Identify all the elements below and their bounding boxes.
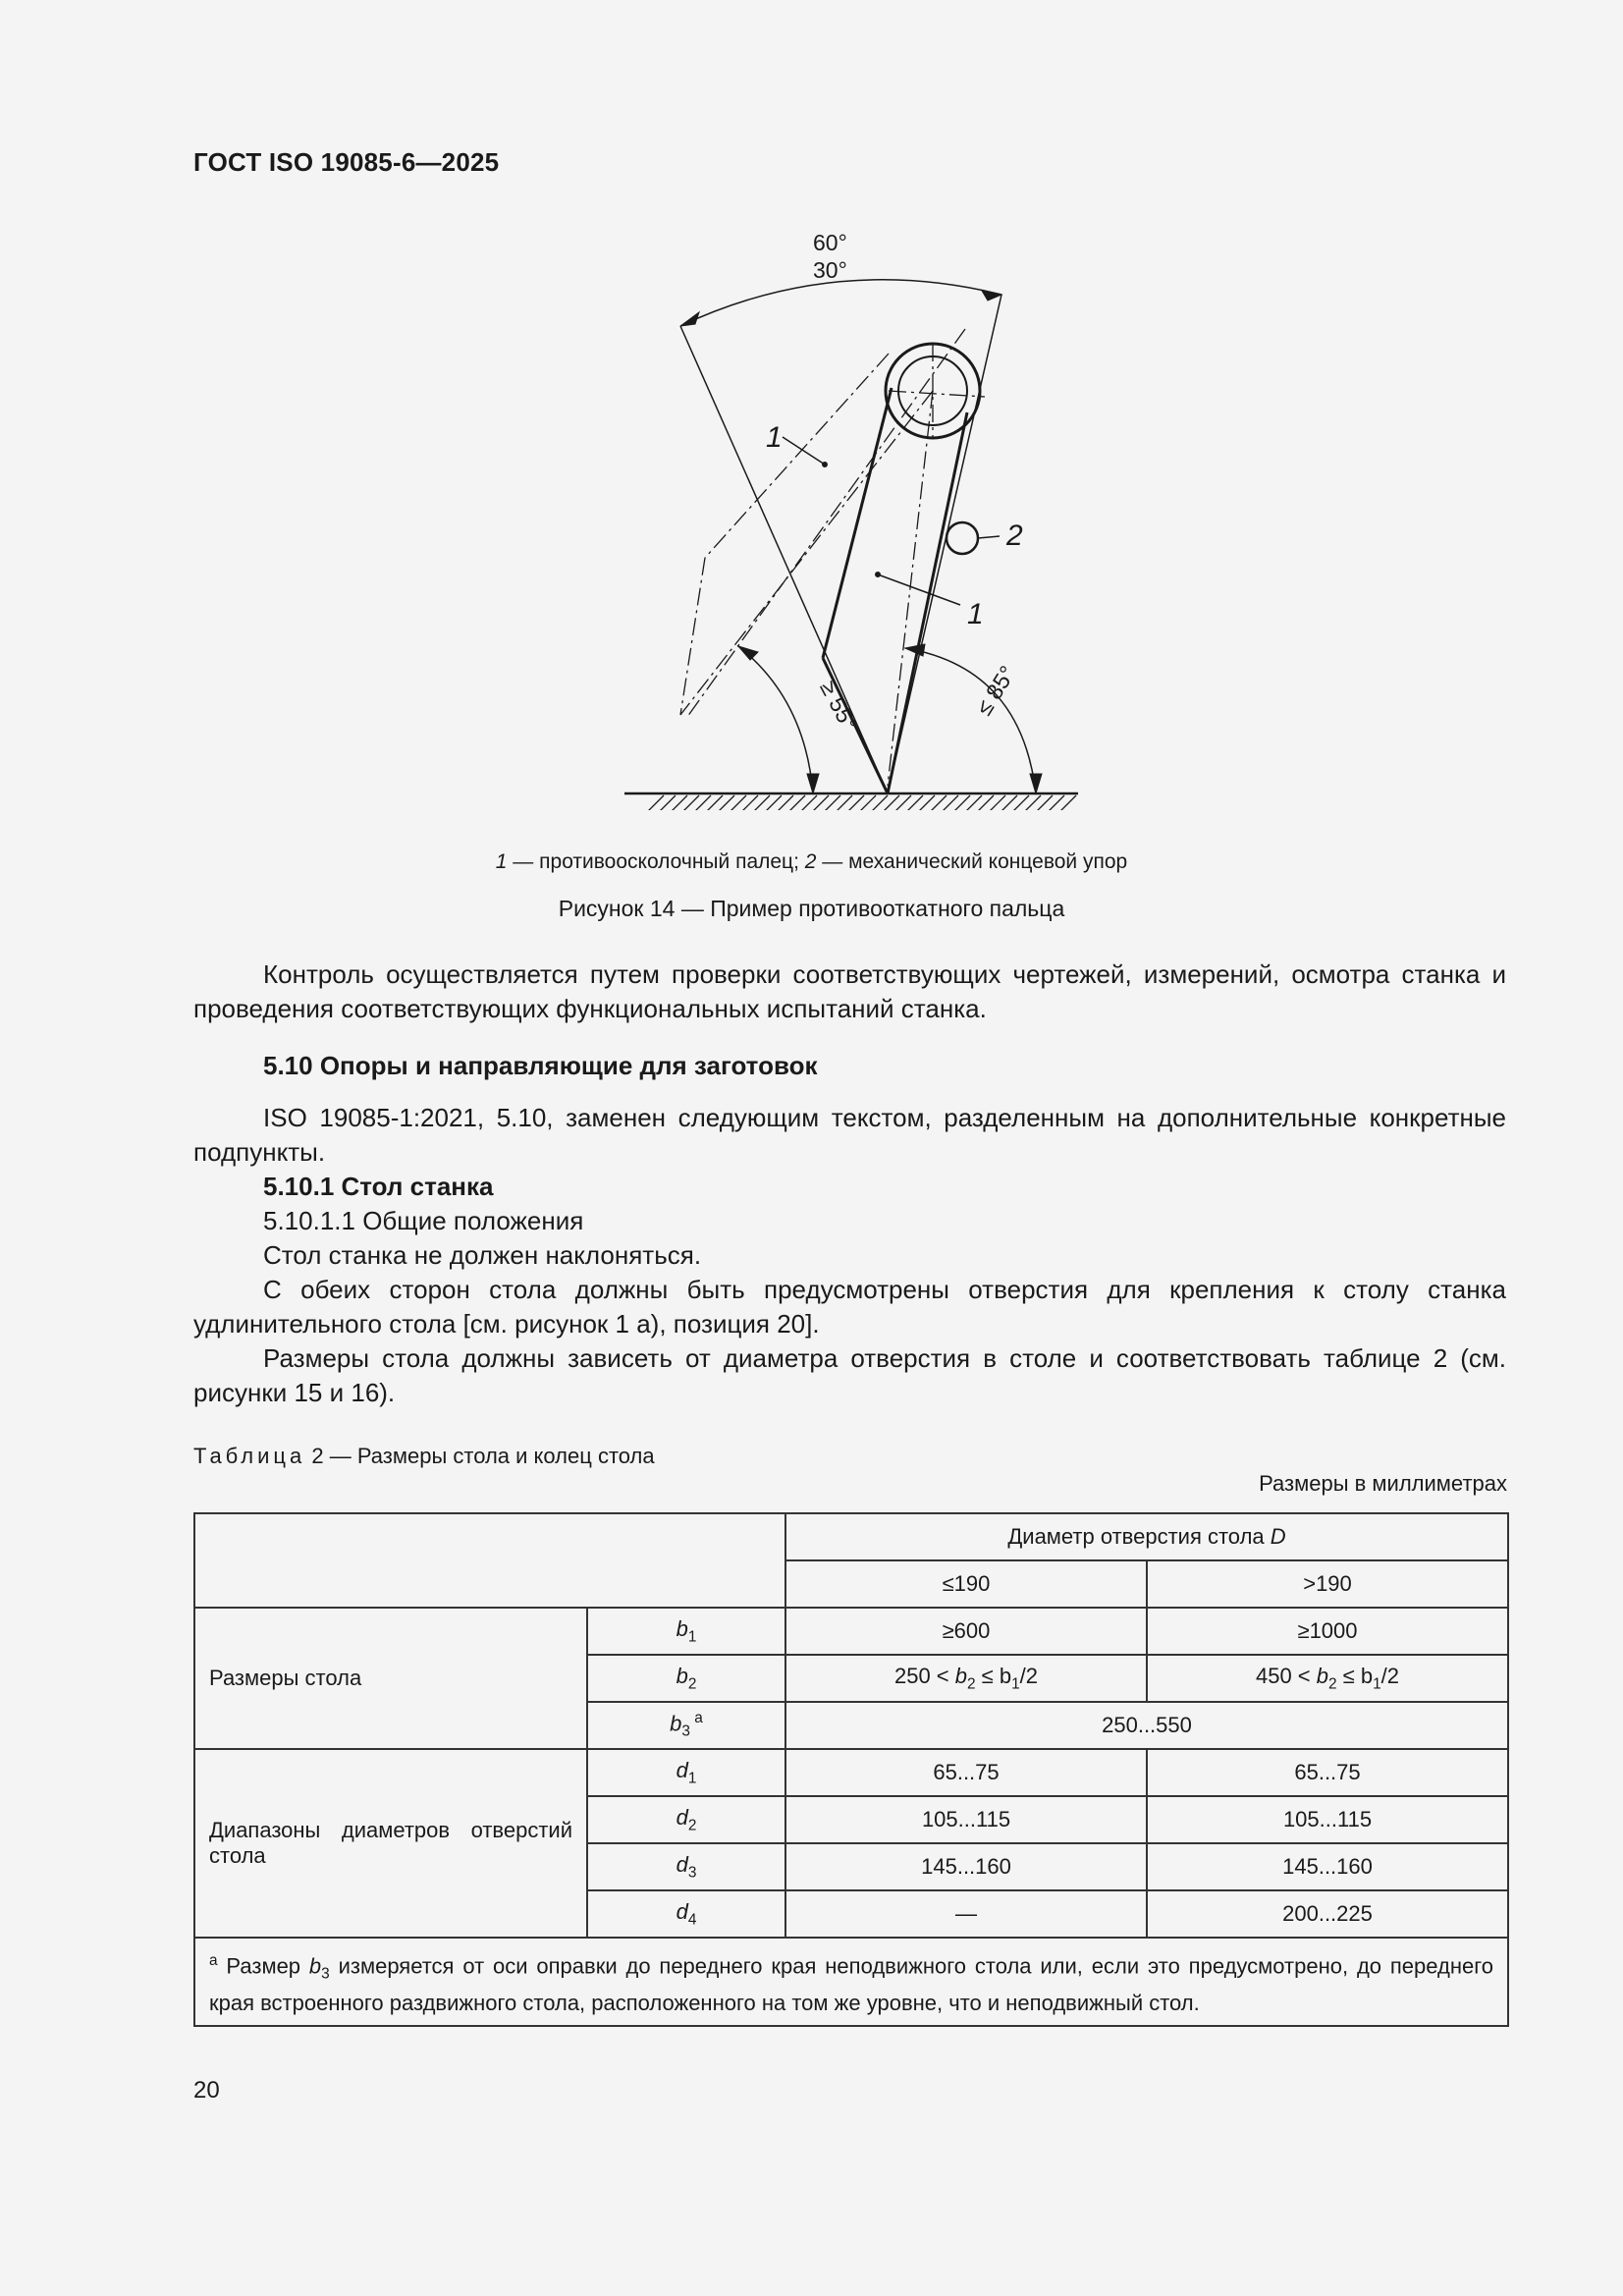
- cell-d1-gt190: 65...75: [1147, 1749, 1508, 1796]
- paragraph-dimensions: Размеры стола должны зависеть от диаметра отверстия в столе и соответствовать таблице 2 (см. рисунки 15 и 16).: [193, 1343, 1506, 1407]
- cell-b3: 250...550: [785, 1702, 1508, 1749]
- table-row: [194, 1608, 1508, 1655]
- symbol-b1: $b_1$: [587, 1608, 785, 1655]
- angle-label-55: ≥ 55°: [815, 676, 863, 736]
- angle-arc-85: [905, 648, 1036, 793]
- row-group-table-size: Размеры стола: [194, 1608, 587, 1749]
- angle-label-30: 30°: [813, 257, 847, 283]
- cell-d2-le190: 105...115: [785, 1796, 1147, 1843]
- arrow-top-left: [680, 312, 699, 326]
- table-footnote: $^a$ Размер $b_3$ измеряется от оси оправки до переднего края неподвижного стола или, если это предусмотрено, до переднего края встроенного раздвижного стола, расположенного на том же уровне, что и неподвижный стол.: [194, 1938, 1508, 2026]
- finger-edge-left: [823, 388, 892, 658]
- paragraph-control: Контроль осуществляется путем проверки соответствующих чертежей, измерений, осмотра станка и проведения соответствующих функциональных испытаний станка.: [193, 959, 1506, 1023]
- heading-5-10-1-1: 5.10.1.1 Общие положения: [263, 1206, 584, 1235]
- symbol-d3: $d_3$: [587, 1843, 785, 1890]
- symbol-b2: $b_2$: [587, 1655, 785, 1702]
- angle-label-60: 60°: [813, 230, 847, 255]
- anti-kickback-finger-figure: [589, 221, 1100, 810]
- table-footnote-row: [194, 1938, 1508, 2026]
- col-group-header: Диаметр отверстия стола D: [785, 1513, 1508, 1560]
- figure-legend: 1 — противоосколочный палец; 2 — механический концевой упор: [495, 850, 1128, 873]
- table-title: Таблица 2 — Размеры стола и колец стола: [193, 1444, 655, 1468]
- cell-d3-gt190: 145...160: [1147, 1843, 1508, 1890]
- page-number: 20: [193, 2077, 220, 2104]
- mechanical-end-stop: [947, 522, 978, 554]
- heading-5-10-1: 5.10.1 Стол станка: [263, 1172, 494, 1201]
- ground-hatching: [628, 795, 1076, 810]
- cell-d3-le190: 145...160: [785, 1843, 1147, 1890]
- cell-d4-le190: —: [785, 1890, 1147, 1938]
- col-header-le190: ≤190: [785, 1560, 1147, 1608]
- figure-caption: Рисунок 14 — Пример противооткатного пальца: [558, 896, 1065, 921]
- top-angle-arc: [680, 280, 1001, 326]
- cell-d2-gt190: 105...115: [1147, 1796, 1508, 1843]
- angle-arc-55: [738, 646, 813, 793]
- table-header-row: [194, 1513, 1508, 1560]
- cell-b2-le190: $250 < b_2 \le b_1/2$: [785, 1655, 1147, 1702]
- arrow-top-right: [982, 291, 1001, 301]
- position-label-1-upper: 1: [766, 421, 783, 454]
- paragraph-holes: С обеих сторон стола должны быть предусмотрены отверстия для крепления к столу станка удлинительного стола [см. рисунок 1 а), позиция 20].: [193, 1275, 1506, 1339]
- symbol-d4: $d_4$: [587, 1890, 785, 1938]
- paragraph-replaced: ISO 19085-1:2021, 5.10, заменен следующим текстом, разделенным на дополнительные конкретные подпункты.: [193, 1103, 1506, 1167]
- symbol-b3: $b_3$ $^a$: [587, 1702, 785, 1749]
- col-header-gt190: >190: [1147, 1560, 1508, 1608]
- cell-b1-gt190: ≥1000: [1147, 1608, 1508, 1655]
- body-block-2: [193, 1101, 1506, 1410]
- cell-b1-le190: ≥600: [785, 1608, 1147, 1655]
- symbol-d1: $d_1$: [587, 1749, 785, 1796]
- position-label-2: 2: [1006, 519, 1023, 552]
- paragraph-no-tilt: Стол станка не должен наклоняться.: [263, 1240, 702, 1270]
- table-corner-cell: [194, 1513, 785, 1608]
- angle-label-85: ≤ 85°: [970, 661, 1021, 720]
- table-dimensions: [193, 1512, 1509, 2027]
- section-heading-5-10: 5.10 Опоры и направляющие для заготовок: [263, 1051, 818, 1080]
- cell-d1-le190: 65...75: [785, 1749, 1147, 1796]
- document-header: ГОСТ ISO 19085-6—2025: [193, 147, 500, 177]
- cell-b2-gt190: $450 < b_2 \le b_1/2$: [1147, 1655, 1508, 1702]
- symbol-d2: $d_2$: [587, 1796, 785, 1843]
- table-row: [194, 1749, 1508, 1796]
- row-group-hole-diameters: Диапазоны диаметров отверстий стола: [194, 1749, 587, 1938]
- cell-d4-gt190: 200...225: [1147, 1890, 1508, 1938]
- body-block-1: [193, 957, 1506, 1026]
- position-label-1-lower: 1: [967, 598, 984, 630]
- table-units: Размеры в миллиметрах: [1259, 1471, 1507, 1496]
